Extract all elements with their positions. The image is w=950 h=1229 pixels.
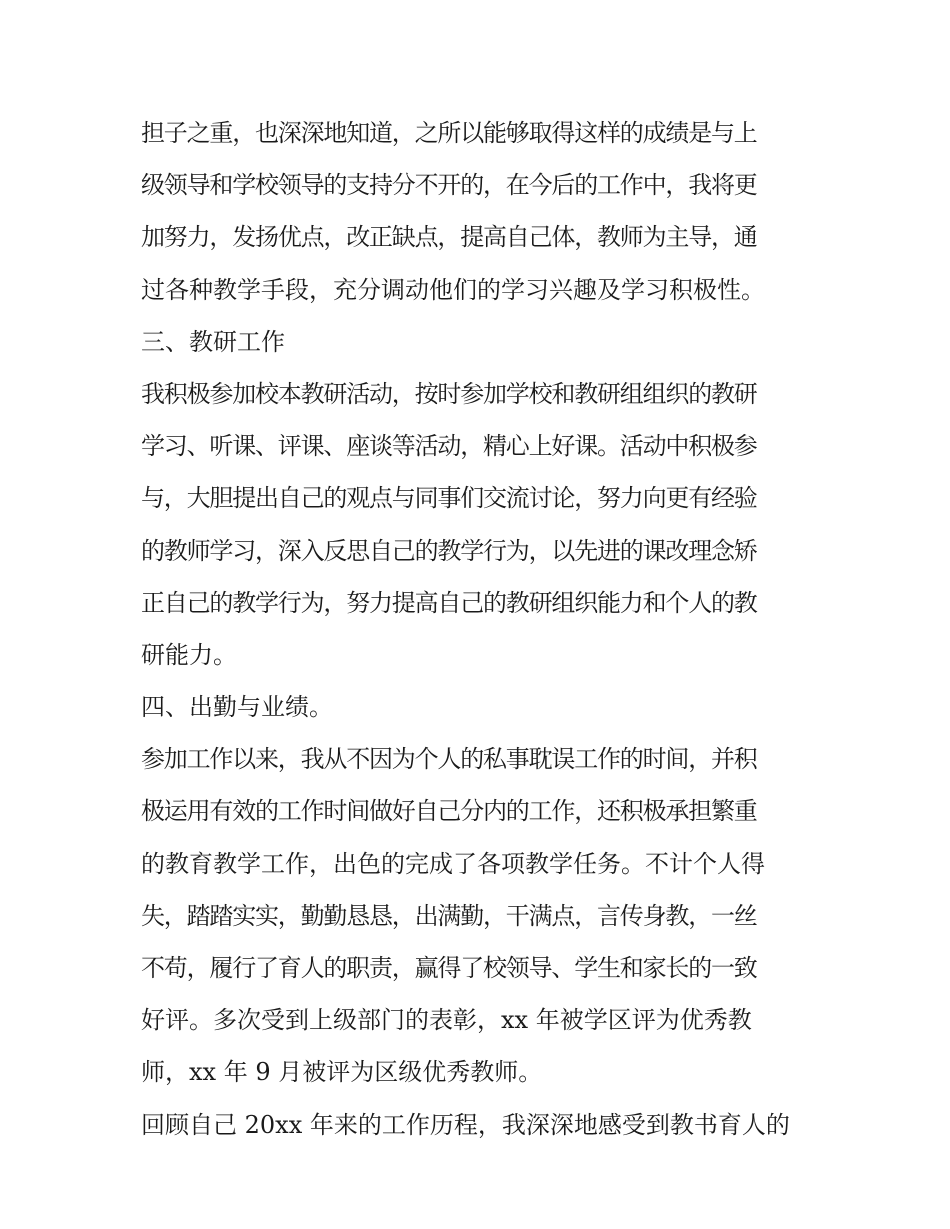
text-line: 不苟，履行了育人的职责，赢得了校领导、学生和家长的一致 <box>141 954 757 982</box>
text-line: 参加工作以来，我从不因为个人的私事耽误工作的时间，并积 <box>141 745 757 774</box>
text-line: 加努力，发扬优点，改正缺点，提高自己体，教师为主导，通 <box>141 223 757 252</box>
text-line: 回顾自己 20xx 年来的工作历程，我深深地感受到教书育人的 <box>141 1110 790 1139</box>
text-line: 过各种教学手段，充分调动他们的学习兴趣及学习积极性。 <box>141 275 765 304</box>
text-line: 师，xx 年 9 月被评为区级优秀教师。 <box>141 1058 543 1087</box>
text-line: 正自己的教学行为，努力提高自己的教研组织能力和个人的教 <box>141 588 757 617</box>
text-line: 与，大胆提出自己的观点与同事们交流讨论，努力向更有经验 <box>141 484 757 513</box>
text-line: 极运用有效的工作时间做好自己分内的工作，还积极承担繁重 <box>141 797 757 826</box>
text-line: 学习、听课、评课、座谈等活动，精心上好课。活动中积极参 <box>141 432 757 461</box>
text-line: 的教育教学工作，出色的完成了各项教学任务。不计个人得 <box>141 849 765 878</box>
text-line: 研能力。 <box>141 640 237 669</box>
section-heading-teaching-research: 三、教研工作 <box>141 327 285 356</box>
text-line: 好评。多次受到上级部门的表彰，xx 年被学区评为优秀教 <box>141 1006 752 1035</box>
text-line: 的教师学习，深入反思自己的教学行为，以先进的课改理念矫 <box>141 536 757 565</box>
document-body <box>141 107 821 1151</box>
text-line: 担子之重，也深深地知道，之所以能够取得这样的成绩是与上 <box>141 119 757 147</box>
text-line: 级领导和学校领导的支持分不开的，在今后的工作中，我将更 <box>141 171 757 200</box>
section-heading-attendance: 四、出勤与业绩。 <box>141 693 333 722</box>
text-line: 失，踏踏实实，勤勤恳恳，出满勤，干满点，言传身教，一丝 <box>141 901 757 930</box>
text-line: 我积极参加校本教研活动，按时参加学校和教研组组织的教研 <box>141 379 757 408</box>
